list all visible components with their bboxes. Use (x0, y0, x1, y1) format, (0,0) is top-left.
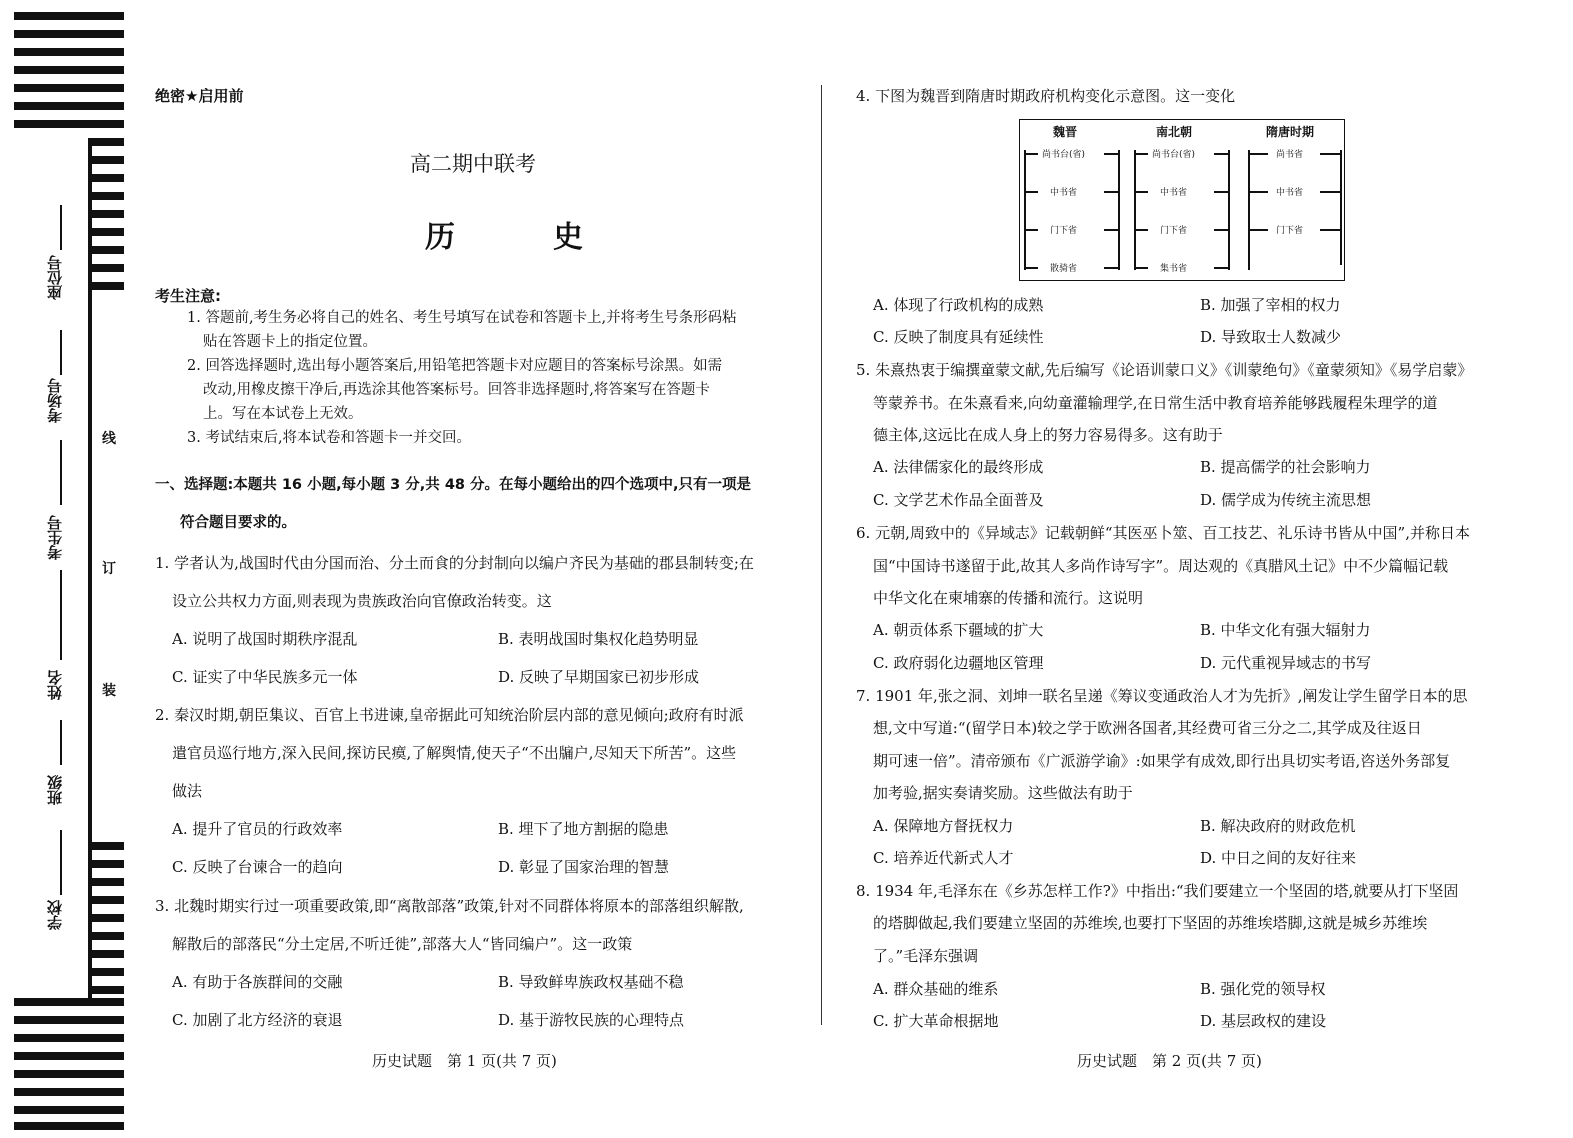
school-label: 学校 (46, 900, 64, 930)
diagram-col-1-title: 魏晋 (1053, 125, 1078, 139)
diagram-item: 尚书台(省) (1042, 150, 1086, 160)
q7-option-a[interactable]: A. 保障地方督抚权力 (873, 817, 1014, 835)
seat-number-label: 座位号 (46, 255, 64, 300)
q5-option-a[interactable]: A. 法律儒家化的最终形成 (873, 458, 1044, 476)
q8-option-d[interactable]: D. 基层政权的建设 (1200, 1012, 1327, 1030)
diagram-item: 中书省 (1050, 188, 1078, 198)
question-7-stem: 期可速一倍”。清帝颁布《广派游学谕》:如果学有成效,即行出具切实考语,咨送外务部复 (873, 752, 1451, 770)
q6-option-d[interactable]: D. 元代重视异域志的书写 (1200, 654, 1372, 672)
q4-option-d[interactable]: D. 导致取士人数减少 (1200, 328, 1342, 346)
diagram-item: 门下省 (1276, 226, 1304, 236)
question-1-stem: 设立公共权力方面,则表现为贵族政治向官僚政治转变。这 (172, 592, 552, 610)
diagram-item: 门下省 (1050, 226, 1078, 236)
q5-option-c[interactable]: C. 文学艺术作品全面普及 (873, 491, 1044, 509)
q3-option-c[interactable]: C. 加剧了北方经济的衰退 (172, 1011, 343, 1029)
q2-option-a[interactable]: A. 提升了官员的行政效率 (172, 820, 343, 838)
diagram-item: 尚书台(省) (1152, 150, 1196, 160)
q2-option-b[interactable]: B. 埋下了地方割据的隐患 (498, 820, 669, 838)
student-number-label: 考生号 (46, 515, 64, 560)
question-4-stem: 4. 下图为魏晋到隋唐时期政府机构变化示意图。这一变化 (856, 87, 1236, 105)
q7-option-c[interactable]: C. 培养近代新式人才 (873, 849, 1014, 867)
page-footer-right: 历史试题 第 2 页(共 7 页) (1077, 1052, 1262, 1070)
question-7-stem: 7. 1901 年,张之洞、刘坤一联名呈递《筹议变通政治人才为先折》,阐发让学生留学日本的思 (856, 687, 1468, 705)
question-2-stem: 2. 秦汉时期,朝臣集议、百官上书进谏,皇帝据此可知统治阶层内部的意见倾向;政府有时派 (155, 706, 744, 724)
question-6-stem: 6. 元朝,周致中的《异域志》记载朝鲜“其医巫卜筮、百工技艺、礼乐诗书皆从中国”,并称日本 (856, 524, 1470, 542)
room-number-label: 考场号 (46, 378, 64, 423)
q6-option-a[interactable]: A. 朝贡体系下疆域的扩大 (873, 621, 1044, 639)
class-label: 班级 (46, 775, 64, 805)
q4-option-c[interactable]: C. 反映了制度具有延续性 (873, 328, 1044, 346)
question-5-stem: 德主体,这远比在成人身上的努力容易得多。这有助于 (873, 426, 1223, 444)
question-8-stem: 8. 1934 年,毛泽东在《乡苏怎样工作?》中指出:“我们要建立一个坚固的塔,就要从打下坚固 (856, 882, 1459, 900)
notice-line: 改动,用橡皮擦干净后,再选涂其他答案标号。回答非选择题时,将答案写在答题卡 (203, 382, 710, 398)
diagram-item: 集书省 (1160, 264, 1188, 274)
question-6-stem: 国“中国诗书遂留于此,故其人多尚作诗写字”。周达观的《真腊风土记》中不少篇幅记载 (873, 557, 1449, 575)
diagram-col-2-title: 南北朝 (1156, 125, 1193, 139)
name-label: 姓名 (46, 670, 64, 700)
q1-option-d[interactable]: D. 反映了早期国家已初步形成 (498, 668, 700, 686)
question-3-stem: 解散后的部落民“分土定居,不听迁徙”,部落大人“皆同编户”。这一政策 (172, 935, 633, 953)
q3-option-a[interactable]: A. 有助于各族群间的交融 (172, 973, 343, 991)
question-8-stem: 的塔脚做起,我们要建立坚固的苏维埃,也要打下坚固的苏维埃塔脚,这就是城乡苏维埃 (873, 914, 1428, 932)
question-5-stem: 等蒙养书。在朱熹看来,向幼童灌输理学,在日常生活中教育培养能够践履程朱理学的道 (873, 394, 1438, 412)
q8-option-c[interactable]: C. 扩大革命根据地 (873, 1012, 999, 1030)
q7-option-d[interactable]: D. 中日之间的友好往来 (1200, 849, 1357, 867)
section-heading-cont: 符合题目要求的。 (180, 515, 296, 531)
question-5-stem: 5. 朱熹热衷于编撰童蒙文献,先后编写《论语训蒙口义》《训蒙绝句》《童蒙须知》《易学启蒙》 (856, 361, 1473, 379)
page-footer-left: 历史试题 第 1 页(共 7 页) (372, 1052, 557, 1070)
diagram-item: 散骑省 (1050, 264, 1078, 274)
q5-option-d[interactable]: D. 儒学成为传统主流思想 (1200, 491, 1372, 509)
section-heading: 一、选择题:本题共 16 小题,每小题 3 分,共 48 分。在每小题给出的四个选项中,只有一项是 (155, 477, 752, 493)
column-divider (821, 85, 822, 1025)
question-7-stem: 想,文中写道:“(留学日本)较之学于欧洲各国者,其经费可省三分之二,其学成及往返日 (873, 719, 1422, 737)
question-6-stem: 中华文化在柬埔寨的传播和流行。这说明 (873, 589, 1144, 607)
question-2-stem: 做法 (172, 782, 203, 800)
q3-option-d[interactable]: D. 基于游牧民族的心理特点 (498, 1011, 685, 1029)
q4-option-a[interactable]: A. 体现了行政机构的成熟 (873, 296, 1044, 314)
q2-option-c[interactable]: C. 反映了台谏合一的趋向 (172, 858, 343, 876)
q7-option-b[interactable]: B. 解决政府的财政危机 (1200, 817, 1356, 835)
institution-diagram (1019, 119, 1345, 281)
diagram-item: 尚书省 (1276, 150, 1304, 160)
q8-option-b[interactable]: B. 强化党的领导权 (1200, 980, 1326, 998)
question-1-stem: 1. 学者认为,战国时代由分国而治、分土而食的分封制向以编户齐民为基础的郡县制转变;在 (155, 554, 754, 572)
binding-mark-staple: 订 (102, 561, 116, 577)
diagram-item: 门下省 (1160, 226, 1188, 236)
q6-option-b[interactable]: B. 中华文化有强大辐射力 (1200, 621, 1371, 639)
notice-title: 考生注意: (155, 287, 221, 305)
q4-option-b[interactable]: B. 加强了宰相的权力 (1200, 296, 1341, 314)
question-8-stem: 了。”毛泽东强调 (873, 947, 979, 965)
q1-option-b[interactable]: B. 表明战国时集权化趋势明显 (498, 630, 699, 648)
q8-option-a[interactable]: A. 群众基础的维系 (873, 980, 999, 998)
binding-mark-bind: 装 (102, 683, 116, 699)
notice-line: 2. 回答选择题时,选出每小题答案后,用铅笔把答题卡对应题目的答案标号涂黑。如需 (187, 358, 723, 374)
q5-option-b[interactable]: B. 提高儒学的社会影响力 (1200, 458, 1371, 476)
question-3-stem: 3. 北魏时期实行过一项重要政策,即“离散部落”政策,针对不同群体将原本的部落组织解散, (155, 897, 744, 915)
diagram-item: 中书省 (1276, 188, 1304, 198)
q1-option-c[interactable]: C. 证实了中华民族多元一体 (172, 668, 358, 686)
q3-option-b[interactable]: B. 导致鲜卑族政权基础不稳 (498, 973, 684, 991)
subject-title: 历 史 (425, 220, 617, 255)
notice-line: 贴在答题卡上的指定位置。 (203, 334, 377, 350)
notice-line: 1. 答题前,考生务必将自己的姓名、考生号填写在试卷和答题卡上,并将考生号条形码粘 (187, 310, 737, 326)
q6-option-c[interactable]: C. 政府弱化边疆地区管理 (873, 654, 1044, 672)
diagram-col-3-title: 隋唐时期 (1266, 125, 1315, 139)
diagram-item: 中书省 (1160, 188, 1188, 198)
binding-mark-line: 线 (102, 431, 116, 447)
question-7-stem: 加考验,据实奏请奖励。这些做法有助于 (873, 784, 1133, 802)
q1-option-a[interactable]: A. 说明了战国时期秩序混乱 (172, 630, 358, 648)
exam-title: 高二期中联考 (410, 152, 536, 176)
question-2-stem: 遣官员巡行地方,深入民间,探访民瘼,了解舆情,使天子“不出牖户,尽知天下所苦”。这些 (172, 744, 737, 762)
secret-mark: 绝密★启用前 (155, 87, 244, 105)
notice-line: 上。写在本试卷上无效。 (203, 406, 363, 422)
notice-line: 3. 考试结束后,将本试卷和答题卡一并交回。 (187, 430, 472, 446)
q2-option-d[interactable]: D. 彰显了国家治理的智慧 (498, 858, 670, 876)
